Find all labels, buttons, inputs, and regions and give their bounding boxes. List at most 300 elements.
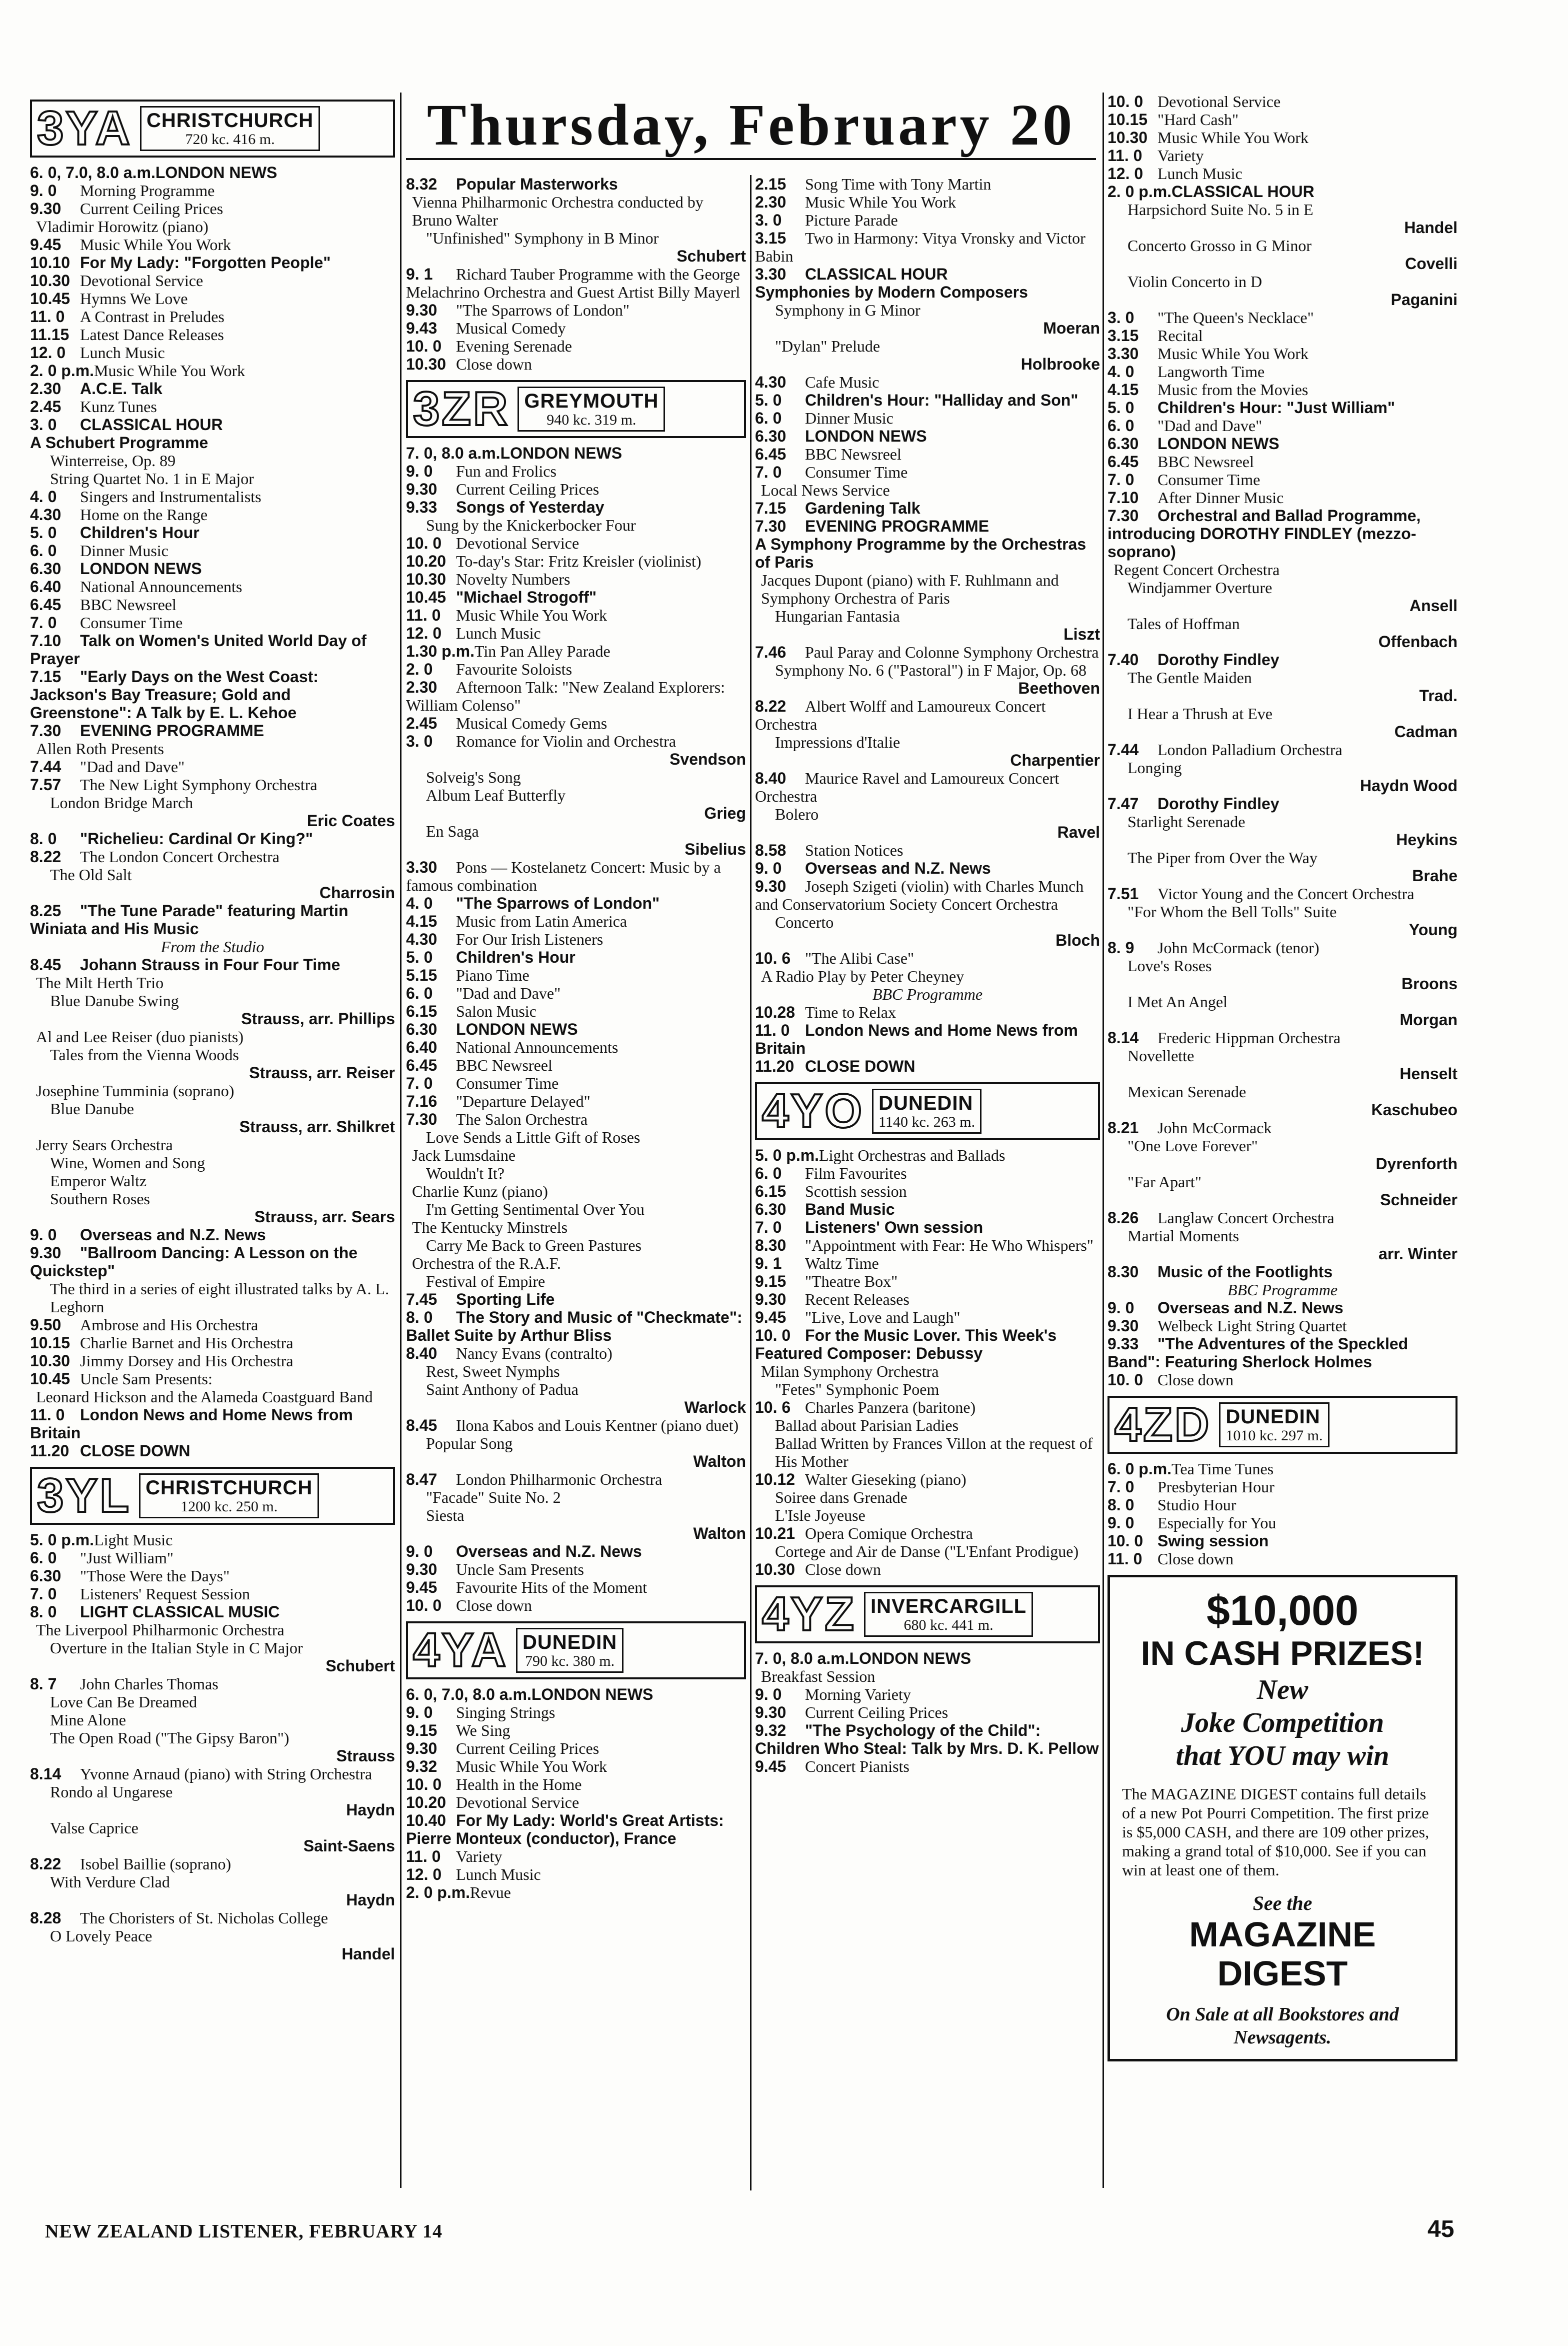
programme-title: Ilona Kabos and Louis Kentner (piano duet) bbox=[456, 1416, 739, 1434]
composer-credit: Moeran bbox=[1043, 319, 1100, 337]
station-header bbox=[30, 100, 395, 158]
programme-title: Music While You Work bbox=[80, 236, 232, 254]
programme-time: 9.32 bbox=[755, 1721, 786, 1739]
programme-item bbox=[1108, 417, 1458, 435]
programme-time: 7.51 bbox=[1108, 885, 1139, 903]
programme-time: 9.30 bbox=[406, 480, 438, 498]
programme-item bbox=[406, 894, 746, 912]
programme-detail: The Liverpool Philharmonic Orchestra bbox=[36, 1621, 284, 1639]
programme-time: 8.45 bbox=[30, 956, 62, 974]
programme-title: Current Ceiling Prices bbox=[80, 200, 224, 218]
composer-credit: Beethoven bbox=[1018, 679, 1100, 697]
programme-time: 9.30 bbox=[755, 1290, 786, 1308]
programme-title: Dinner Music bbox=[80, 542, 168, 560]
programme-item bbox=[1108, 363, 1458, 381]
programme-detail: Festival of Empire bbox=[426, 1272, 546, 1290]
programme-time: 4. 0 bbox=[406, 894, 433, 912]
programme-title: "Michael Strogoff" bbox=[456, 588, 597, 606]
programme-time: 8. 0 bbox=[30, 830, 57, 848]
programme-title: Devotional Service bbox=[1158, 93, 1281, 111]
programme-item bbox=[755, 1218, 1100, 1236]
programme-item bbox=[1108, 939, 1458, 957]
programme-title: Morning Programme bbox=[80, 182, 215, 200]
programme-time: 9.30 bbox=[755, 877, 786, 895]
programme-time: 8.21 bbox=[1108, 1119, 1139, 1137]
programme-time: 6.45 bbox=[30, 596, 62, 614]
programme-subheading: A Schubert Programme bbox=[30, 434, 208, 452]
programme-time: 2.30 bbox=[755, 193, 786, 211]
programme-detail: "Fetes" Symphonic Poem bbox=[775, 1380, 940, 1398]
programme-item bbox=[755, 1524, 1100, 1542]
programme-time: 7.15 bbox=[755, 499, 786, 517]
programme-title: Afternoon Talk: "New Zealand Explorers: William Colenso" bbox=[406, 678, 726, 714]
programme-title: Recent Releases bbox=[805, 1290, 910, 1308]
programme-item bbox=[1108, 741, 1458, 759]
station-frequency: 940 kc. 319 m. bbox=[546, 412, 636, 428]
programme-detail: Mexican Serenade bbox=[1128, 1083, 1246, 1101]
programme-time: 5.15 bbox=[406, 966, 438, 984]
programme-detail: Harpsichord Suite No. 5 in E bbox=[1128, 201, 1314, 219]
programme-detail: O Lovely Peace bbox=[50, 1927, 152, 1945]
programme-time: 6.40 bbox=[30, 578, 62, 596]
programme-item bbox=[30, 560, 395, 578]
programme-detail: With Verdure Clad bbox=[50, 1873, 170, 1891]
programme-title: Presbyterian Hour bbox=[1158, 1478, 1274, 1496]
programme-item bbox=[1108, 1478, 1458, 1496]
programme-time: 6.15 bbox=[406, 1002, 438, 1020]
programme-title: "Departure Delayed" bbox=[456, 1092, 590, 1110]
programme-time: 12. 0 bbox=[30, 344, 66, 362]
composer-credit: Dyrenforth bbox=[1376, 1155, 1458, 1173]
programme-detail: The third in a series of eight illustrated talks by A. L. Leghorn bbox=[50, 1280, 390, 1316]
programme-time: 3.30 bbox=[1108, 345, 1139, 363]
programme-title: "The Psychology of the Child": Children Who Steal: Talk by Mrs. D. K. Pellow bbox=[755, 1721, 1099, 1757]
programme-title: Consumer Time bbox=[456, 1074, 559, 1092]
programme-item bbox=[406, 1883, 746, 1901]
programme-time: 10. 0 bbox=[755, 1326, 791, 1344]
programme-item bbox=[406, 1416, 746, 1434]
programme-time: 8.26 bbox=[1108, 1209, 1139, 1227]
programme-item bbox=[30, 308, 395, 326]
programme-title: Consumer Time bbox=[80, 614, 183, 632]
programme-item bbox=[1108, 1496, 1458, 1514]
programme-time: 12. 0 bbox=[406, 624, 442, 642]
programme-item bbox=[1108, 381, 1458, 399]
programme-time: 11. 0 bbox=[30, 308, 65, 326]
programme-time: 6.30 bbox=[755, 427, 786, 445]
programme-detail: Emperor Waltz bbox=[50, 1172, 147, 1190]
programme-time: 8. 7 bbox=[30, 1675, 57, 1693]
programme-time: 9. 0 bbox=[406, 1542, 433, 1560]
programme-item bbox=[30, 254, 395, 272]
programme-title: Music While You Work bbox=[456, 606, 608, 624]
programme-item bbox=[755, 1703, 1100, 1721]
station-frequency: 1010 kc. 297 m. bbox=[1226, 1427, 1323, 1444]
programme-title: Nancy Evans (contralto) bbox=[456, 1344, 612, 1362]
programme-item bbox=[30, 506, 395, 524]
programme-title: John McCormack bbox=[1158, 1119, 1272, 1137]
programme-time: 3. 0 bbox=[1108, 309, 1134, 327]
programme-time: 7.47 bbox=[1108, 795, 1139, 813]
programme-title: "Dad and Dave" bbox=[456, 984, 561, 1002]
programme-time: 9.45 bbox=[30, 236, 62, 254]
programme-time: 10.10 bbox=[30, 254, 70, 272]
programme-detail: Love's Roses bbox=[1128, 957, 1212, 975]
programme-title: Children's Hour: "Just William" bbox=[1158, 399, 1396, 417]
programme-time: 2.30 bbox=[406, 678, 438, 696]
station-header bbox=[406, 380, 746, 438]
programme-detail: Local News Service bbox=[761, 481, 890, 499]
programme-item bbox=[1108, 651, 1458, 669]
programme-time: 9.30 bbox=[406, 301, 438, 319]
programme-time: 6. 0 p.m. bbox=[1108, 1460, 1172, 1478]
programme-time: 6. 0 bbox=[755, 1164, 782, 1182]
programme-time: 4. 0 bbox=[1108, 363, 1134, 381]
programme-time: 7.44 bbox=[30, 758, 62, 776]
programme-item bbox=[755, 517, 1100, 535]
programme-time: 3.30 bbox=[406, 858, 438, 876]
programme-detail: London Bridge March bbox=[50, 794, 194, 812]
programme-detail: Ballad about Parisian Ladies bbox=[775, 1416, 959, 1434]
programme-title: CLOSE DOWN bbox=[80, 1442, 190, 1460]
programme-title: Charles Panzera (baritone) bbox=[805, 1398, 976, 1416]
composer-credit: Bloch bbox=[1056, 931, 1100, 949]
programme-item bbox=[755, 1326, 1100, 1362]
programme-item bbox=[30, 380, 395, 398]
programme-detail: Siesta bbox=[426, 1506, 464, 1524]
programme-title: The New Light Symphony Orchestra bbox=[80, 776, 318, 794]
composer-credit: Ansell bbox=[1409, 597, 1458, 615]
station-call-sign: 3YA bbox=[37, 102, 132, 155]
programme-item bbox=[406, 588, 746, 606]
programme-title: For the Music Lover. This Week's Featured Composer: Debussy bbox=[755, 1326, 1057, 1362]
programme-item bbox=[1108, 1029, 1458, 1047]
composer-credit: Handel bbox=[342, 1945, 395, 1963]
column-rule bbox=[1102, 93, 1104, 2188]
programme-detail: En Saga bbox=[426, 822, 479, 840]
programme-item bbox=[30, 416, 395, 434]
programme-time: 3. 0 bbox=[755, 211, 782, 229]
station-city: INVERCARGILL bbox=[870, 1595, 1027, 1617]
programme-item bbox=[406, 301, 746, 319]
programme-title: Overseas and N.Z. News bbox=[80, 1226, 266, 1244]
programme-item bbox=[30, 902, 395, 938]
station-info bbox=[864, 1592, 1033, 1637]
programme-time: 6. 0 bbox=[30, 1549, 57, 1567]
station-call-sign: 4YA bbox=[413, 1623, 508, 1677]
programme-title: After Dinner Music bbox=[1158, 489, 1284, 507]
column-2 bbox=[406, 175, 746, 1901]
programme-item bbox=[1108, 165, 1458, 183]
programme-title: Opera Comique Orchestra bbox=[805, 1524, 973, 1542]
programme-detail: Orchestra of the R.A.F. bbox=[412, 1254, 561, 1272]
programme-time: 11. 0 bbox=[406, 1847, 441, 1865]
programme-item bbox=[406, 1344, 746, 1362]
programme-title: LIGHT CLASSICAL MUSIC bbox=[80, 1603, 280, 1621]
programme-item bbox=[30, 1370, 395, 1388]
programme-time: 9. 0 bbox=[30, 182, 57, 200]
programme-time: 10. 0 bbox=[406, 1775, 442, 1793]
programme-item bbox=[30, 344, 395, 362]
programme-detail: Symphony No. 6 ("Pastoral") in F Major, Op. 68 bbox=[775, 661, 1087, 679]
programme-detail: "One Love Forever" bbox=[1128, 1137, 1258, 1155]
composer-credit: Liszt bbox=[1064, 625, 1100, 643]
programme-title: The London Concert Orchestra bbox=[80, 848, 280, 866]
programme-item bbox=[30, 1334, 395, 1352]
programme-time: 9. 0 bbox=[1108, 1299, 1134, 1317]
programme-item bbox=[406, 265, 746, 301]
programme-title: Recital bbox=[1158, 327, 1203, 345]
programme-detail: Saint Anthony of Padua bbox=[426, 1380, 578, 1398]
programme-title: The Salon Orchestra bbox=[456, 1110, 588, 1128]
composer-credit: Strauss, arr. Sears bbox=[254, 1208, 395, 1226]
programme-item bbox=[406, 534, 746, 552]
programme-item bbox=[406, 1811, 746, 1847]
programme-title: Salon Music bbox=[456, 1002, 536, 1020]
programme-title: Piano Time bbox=[456, 966, 530, 984]
programme-time: 7.44 bbox=[1108, 741, 1139, 759]
programme-item bbox=[406, 175, 746, 193]
programme-title: Yvonne Arnaud (piano) with String Orchestra bbox=[80, 1765, 372, 1783]
programme-item bbox=[755, 1308, 1100, 1326]
station-frequency: 1140 kc. 263 m. bbox=[878, 1114, 976, 1130]
programme-time: 6.30 bbox=[1108, 435, 1139, 453]
programme-item bbox=[406, 948, 746, 966]
programme-title: Langlaw Concert Orchestra bbox=[1158, 1209, 1334, 1227]
programme-time: 5. 0 bbox=[406, 948, 433, 966]
programme-time: 12. 0 bbox=[1108, 165, 1144, 183]
composer-credit: Haydn bbox=[346, 1801, 395, 1819]
programme-item bbox=[406, 912, 746, 930]
programme-item bbox=[755, 1164, 1100, 1182]
programme-title: Close down bbox=[805, 1560, 881, 1578]
programme-time: 2. 0 bbox=[406, 660, 433, 678]
programme-title: Close down bbox=[456, 355, 532, 373]
programme-title: Charlie Barnet and His Orchestra bbox=[80, 1334, 294, 1352]
programme-time: 11. 0 bbox=[755, 1021, 790, 1039]
programme-item bbox=[406, 678, 746, 714]
composer-credit: Kaschubeo bbox=[1371, 1101, 1458, 1119]
programme-time: 5. 0 p.m. bbox=[755, 1146, 820, 1164]
programme-title: Musical Comedy bbox=[456, 319, 566, 337]
composer-credit: Broons bbox=[1402, 975, 1458, 993]
programme-time: 10.30 bbox=[755, 1560, 796, 1578]
programme-detail: A Radio Play by Peter Cheyney bbox=[761, 967, 964, 985]
programme-time: 8.45 bbox=[406, 1416, 438, 1434]
station-city: CHRISTCHURCH bbox=[146, 110, 314, 132]
programme-time: 6.30 bbox=[30, 1567, 62, 1585]
programme-title: "The Adventures of the Speckled Band": Featuring Sherlock Holmes bbox=[1108, 1335, 1408, 1371]
programme-item bbox=[30, 758, 395, 776]
programme-time: 4.30 bbox=[30, 506, 62, 524]
programme-title: Close down bbox=[1158, 1371, 1234, 1389]
programme-time: 9.45 bbox=[406, 1578, 438, 1596]
programme-time: 2.45 bbox=[406, 714, 438, 732]
programme-time: 2. 0 p.m. bbox=[1108, 183, 1172, 201]
programme-title: BBC Newsreel bbox=[1158, 453, 1254, 471]
programme-title: "Ballroom Dancing: A Lesson on the Quickstep" bbox=[30, 1244, 358, 1280]
programme-time: 4.15 bbox=[1108, 381, 1139, 399]
programme-item bbox=[30, 1567, 395, 1585]
programme-detail: "Dylan" Prelude bbox=[775, 337, 880, 355]
programme-time: 7. 0 bbox=[1108, 1478, 1134, 1496]
programme-title: Variety bbox=[1158, 147, 1204, 165]
composer-credit: Warlock bbox=[684, 1398, 746, 1416]
composer-credit: Offenbach bbox=[1378, 633, 1458, 651]
programme-item bbox=[406, 1074, 746, 1092]
programme-time: 10. 0 bbox=[406, 1596, 442, 1614]
programme-title: Walter Gieseking (piano) bbox=[805, 1470, 966, 1488]
programme-title: For My Lady: World's Great Artists: Pierre Monteux (conductor), France bbox=[406, 1811, 724, 1847]
programme-title: Johann Strauss in Four Four Time bbox=[80, 956, 340, 974]
programme-item bbox=[30, 668, 395, 722]
programme-item bbox=[30, 596, 395, 614]
programme-title: Band Music bbox=[805, 1200, 895, 1218]
programme-detail: The Open Road ("The Gipsy Baron") bbox=[50, 1729, 290, 1747]
programme-title: Pons — Kostelanetz Concert: Music by a famous combination bbox=[406, 858, 721, 894]
programme-time: 9.30 bbox=[30, 1244, 62, 1262]
programme-item bbox=[1108, 1532, 1458, 1550]
programme-detail: Milan Symphony Orchestra bbox=[761, 1362, 939, 1380]
programme-title: Songs of Yesterday bbox=[456, 498, 604, 516]
programme-title: Morning Variety bbox=[805, 1685, 911, 1703]
programme-title: CLASSICAL HOUR bbox=[1172, 183, 1314, 201]
programme-title: Dorothy Findley bbox=[1158, 795, 1280, 813]
programme-item bbox=[406, 1793, 746, 1811]
programme-time: 8.22 bbox=[30, 1855, 62, 1873]
programme-title: Music While You Work bbox=[456, 1757, 608, 1775]
programme-title: Concert Pianists bbox=[805, 1757, 910, 1775]
programme-item bbox=[755, 1470, 1100, 1488]
programme-title: "The Alibi Case" bbox=[805, 949, 914, 967]
programme-time: 7. 0 bbox=[30, 1585, 57, 1603]
programme-detail: I'm Getting Sentimental Over You bbox=[426, 1200, 644, 1218]
programme-item bbox=[755, 877, 1100, 913]
composer-credit: Svendson bbox=[670, 750, 746, 768]
programme-time: 9.15 bbox=[406, 1721, 438, 1739]
programme-time: 9. 0 bbox=[406, 1703, 433, 1721]
programme-title: Sporting Life bbox=[456, 1290, 555, 1308]
composer-credit: Eric Coates bbox=[306, 812, 395, 830]
programme-time: 9.50 bbox=[30, 1316, 62, 1334]
programme-title: Joseph Szigeti (violin) with Charles Munch and Conservatorium Society Concert Orchestra bbox=[755, 877, 1084, 913]
programme-detail: Allen Roth Presents bbox=[36, 740, 164, 758]
programme-title: Tin Pan Alley Parade bbox=[474, 642, 610, 660]
programme-note: BBC Programme bbox=[1227, 1281, 1338, 1299]
programme-title: Talk on Women's United World Day of Prayer bbox=[30, 632, 366, 668]
programme-title: Dorothy Findley bbox=[1158, 651, 1280, 669]
programme-time: 8. 9 bbox=[1108, 939, 1134, 957]
programme-time: 6. 0 bbox=[30, 542, 57, 560]
programme-time: 2.15 bbox=[755, 175, 786, 193]
programme-time: 9. 0 bbox=[1108, 1514, 1134, 1532]
programme-time: 10.30 bbox=[30, 272, 70, 290]
programme-item bbox=[406, 1775, 746, 1793]
ad-digest: DIGEST bbox=[1217, 1954, 1348, 1993]
programme-item bbox=[406, 355, 746, 373]
ad-competition: Joke Competition bbox=[1181, 1707, 1384, 1738]
station-header bbox=[755, 1082, 1100, 1140]
programme-item bbox=[30, 1226, 395, 1244]
programme-detail: Vladimir Horowitz (piano) bbox=[36, 218, 208, 236]
programme-time: 6.30 bbox=[406, 1020, 438, 1038]
programme-item bbox=[1108, 1335, 1458, 1371]
programme-title: LONDON NEWS bbox=[155, 164, 278, 182]
programme-detail: Vienna Philharmonic Orchestra conducted by Bruno Walter bbox=[412, 193, 704, 229]
programme-title: Home on the Range bbox=[80, 506, 208, 524]
programme-title: LONDON NEWS bbox=[805, 427, 927, 445]
programme-time: 1.30 p.m. bbox=[406, 642, 474, 660]
programme-item bbox=[406, 642, 746, 660]
programme-item bbox=[406, 984, 746, 1002]
programme-title: LONDON NEWS bbox=[456, 1020, 578, 1038]
programme-title: "Richelieu: Cardinal Or King?" bbox=[80, 830, 313, 848]
programme-item bbox=[30, 164, 395, 182]
composer-credit: arr. Winter bbox=[1378, 1245, 1458, 1263]
programme-detail: Symphony in G Minor bbox=[775, 301, 920, 319]
programme-time: 8.58 bbox=[755, 841, 786, 859]
programme-time: 9.45 bbox=[755, 1757, 786, 1775]
programme-item bbox=[755, 1057, 1100, 1075]
programme-item bbox=[1108, 1209, 1458, 1227]
programme-title: Welbeck Light String Quartet bbox=[1158, 1317, 1347, 1335]
programme-title: Picture Parade bbox=[805, 211, 898, 229]
station-info bbox=[872, 1089, 982, 1134]
programme-title: Gardening Talk bbox=[805, 499, 920, 517]
programme-item bbox=[406, 1685, 746, 1703]
station-header bbox=[30, 1467, 395, 1525]
programme-item bbox=[1108, 471, 1458, 489]
programme-item bbox=[30, 1531, 395, 1549]
station-call-sign: 4ZD bbox=[1114, 1398, 1212, 1451]
programme-item bbox=[30, 1316, 395, 1334]
programme-time: 7. 0, 8.0 a.m. bbox=[755, 1649, 850, 1667]
programme-item bbox=[406, 1596, 746, 1614]
programme-item bbox=[30, 1352, 395, 1370]
programme-title: John Charles Thomas bbox=[80, 1675, 218, 1693]
programme-item bbox=[30, 956, 395, 974]
programme-detail: Overture in the Italian Style in C Major bbox=[50, 1639, 303, 1657]
programme-item bbox=[406, 1110, 746, 1128]
programme-time: 11.20 bbox=[30, 1442, 70, 1460]
programme-time: 10.20 bbox=[406, 552, 446, 570]
programme-title: John McCormack (tenor) bbox=[1158, 939, 1320, 957]
programme-detail: Jerry Sears Orchestra bbox=[36, 1136, 173, 1154]
programme-title: LONDON NEWS bbox=[80, 560, 202, 578]
programme-item bbox=[755, 769, 1100, 805]
programme-time: 8.30 bbox=[755, 1236, 786, 1254]
programme-title: Jimmy Dorsey and His Orchestra bbox=[80, 1352, 294, 1370]
programme-time: 8.14 bbox=[1108, 1029, 1139, 1047]
programme-time: 7.30 bbox=[30, 722, 62, 740]
programme-time: 8.22 bbox=[755, 697, 786, 715]
station-info bbox=[1219, 1402, 1329, 1447]
programme-item bbox=[30, 1406, 395, 1442]
programme-item bbox=[30, 1442, 395, 1460]
programme-item bbox=[1108, 1299, 1458, 1317]
composer-credit: Strauss bbox=[336, 1747, 395, 1765]
programme-detail: Blue Danube Swing bbox=[50, 992, 179, 1010]
programme-time: 7.45 bbox=[406, 1290, 438, 1308]
programme-item bbox=[755, 841, 1100, 859]
programme-time: 9.32 bbox=[406, 1757, 438, 1775]
programme-time: 9.45 bbox=[755, 1308, 786, 1326]
programme-title: Music While You Work bbox=[805, 193, 956, 211]
programme-item bbox=[1108, 489, 1458, 507]
programme-time: 8. 0 bbox=[30, 1603, 57, 1621]
programme-item bbox=[755, 1200, 1100, 1218]
programme-title: Song Time with Tony Martin bbox=[805, 175, 992, 193]
